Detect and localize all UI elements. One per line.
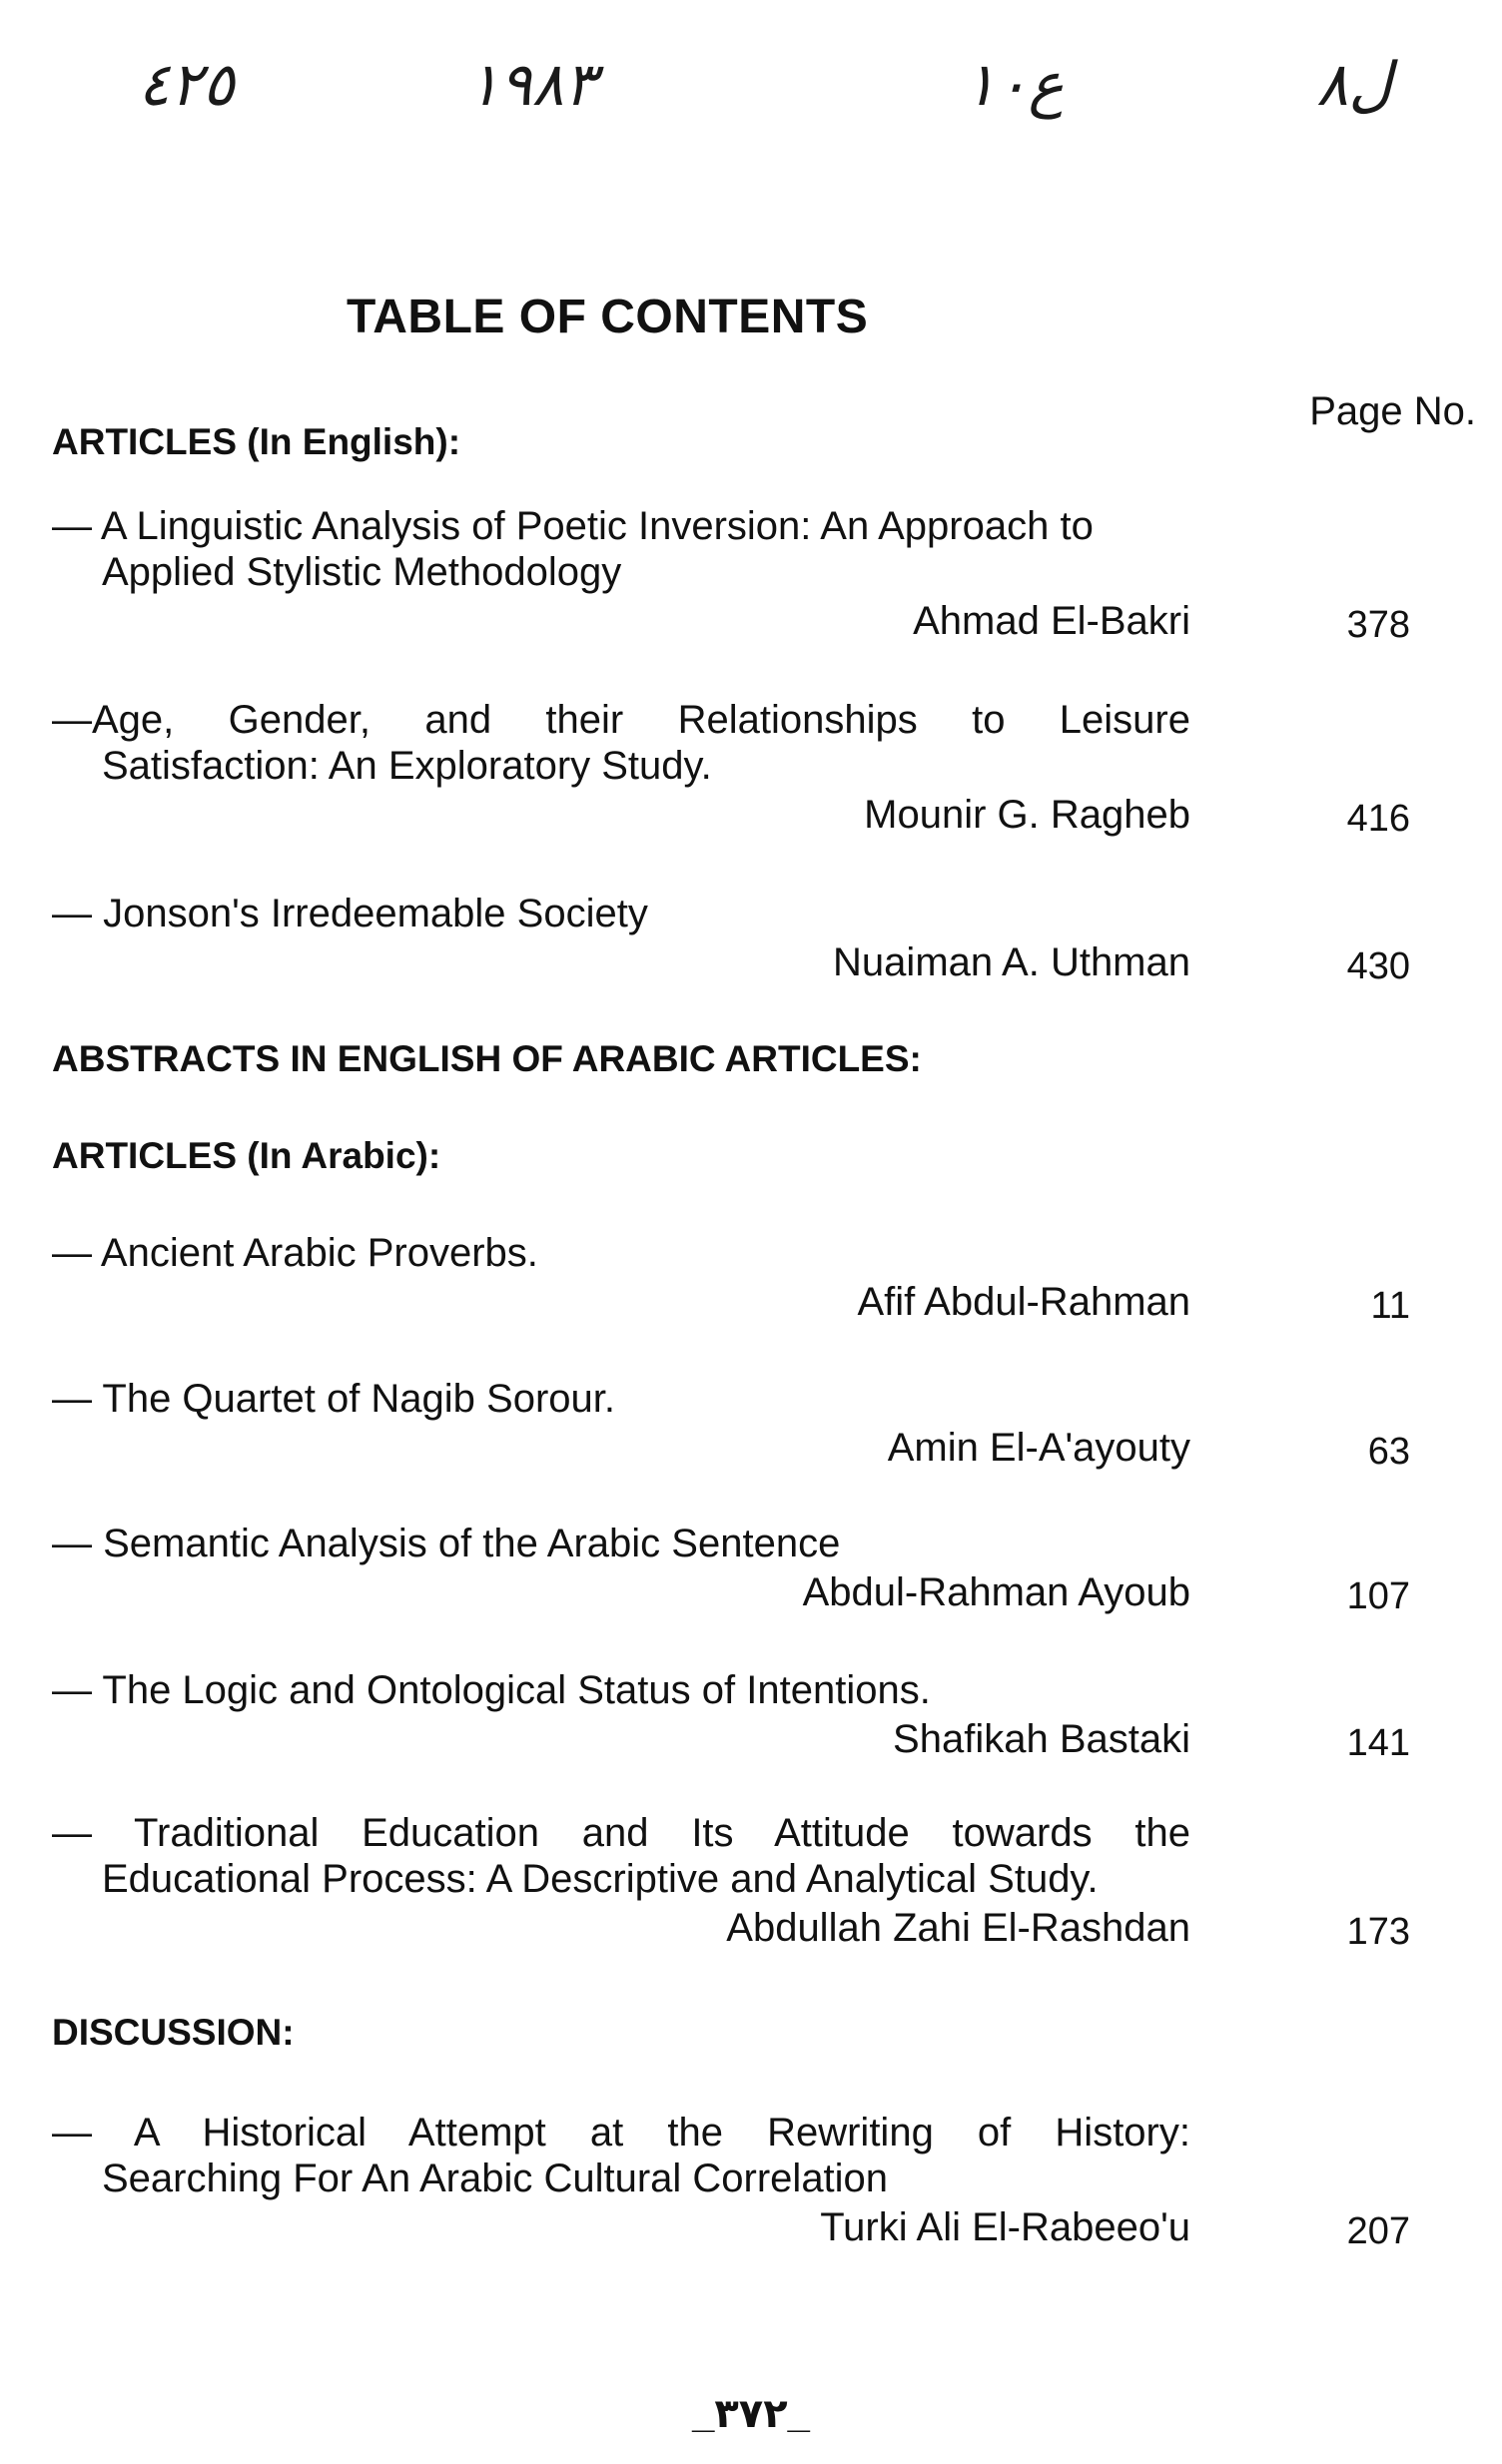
entry-author: Afif Abdul-Rahman <box>857 1280 1190 1324</box>
entry-author: Amin El-A'ayouty <box>887 1426 1190 1470</box>
entry-page-number: 430 <box>1346 945 1410 987</box>
toc-entry <box>52 2110 1410 2253</box>
handwritten-note-3: ع١٠ <box>964 50 1065 120</box>
entry-title-line: — Traditional Education and Its Attitude towards the <box>52 1811 1190 1855</box>
entry-title-line: — A Linguistic Analysis of Poetic Inversion: An Approach to <box>52 504 1094 548</box>
entry-author: Turki Ali El-Rabeeo'u <box>820 2205 1190 2249</box>
section-heading-articles-arabic: ARTICLES (In Arabic): <box>52 1135 441 1176</box>
entry-page-number: 141 <box>1346 1722 1410 1764</box>
entry-title-line: —Age, Gender, and their Relationships to Leisure <box>52 698 1190 742</box>
page-title: TABLE OF CONTENTS <box>347 291 869 343</box>
entry-page-number: 378 <box>1346 604 1410 646</box>
section-heading-discussion: DISCUSSION: <box>52 2012 295 2053</box>
toc-entry <box>52 1376 1410 1474</box>
toc-entry <box>52 1521 1410 1618</box>
toc-entry <box>52 891 1410 988</box>
entry-author: Ahmad El-Bakri <box>913 599 1190 643</box>
entry-author: Mounir G. Ragheb <box>864 793 1190 837</box>
toc-entry <box>52 503 1410 647</box>
handwritten-note-2: ١٩٨٣ <box>467 50 596 120</box>
entry-title-line: — A Historical Attempt at the Rewriting of History: <box>52 2111 1190 2155</box>
entry-page-number: 107 <box>1346 1575 1410 1617</box>
entry-title-line: — The Logic and Ontological Status of Intentions. <box>52 1668 931 1712</box>
entry-title-line: — Ancient Arabic Proverbs. <box>52 1231 538 1275</box>
entry-title-line: — Semantic Analysis of the Arabic Sentence <box>52 1522 841 1565</box>
entry-title-line: Educational Process: A Descriptive and Analytical Study. <box>102 1857 1099 1901</box>
entry-author: Abdullah Zahi El-Rashdan <box>726 1906 1190 1950</box>
entry-page-number: 11 <box>1370 1285 1410 1327</box>
handwritten-note-4: ل٨ <box>1316 50 1392 120</box>
entry-title-line: Satisfaction: An Exploratory Study. <box>102 744 712 788</box>
section-heading-articles-english: ARTICLES (In English): <box>52 421 461 462</box>
entry-page-number: 173 <box>1346 1911 1410 1953</box>
entry-author: Abdul-Rahman Ayoub <box>802 1570 1190 1614</box>
page-footer-number: _٣٧٢_ <box>692 2392 810 2436</box>
toc-entry <box>52 1230 1410 1328</box>
handwritten-note-1: ٤٢٥ <box>138 50 235 120</box>
entry-title-line: — Jonson's Irredeemable Society <box>52 892 648 935</box>
toc-entry <box>52 1667 1410 1765</box>
entry-title-line: Searching For An Arabic Cultural Correlation <box>102 2156 889 2200</box>
toc-entry <box>52 697 1410 841</box>
entry-title-line: — The Quartet of Nagib Sorour. <box>52 1377 616 1421</box>
section-heading-abstracts: ABSTRACTS IN ENGLISH OF ARABIC ARTICLES: <box>52 1038 922 1079</box>
entry-title-line: Applied Stylistic Methodology <box>102 550 622 594</box>
entry-page-number: 416 <box>1346 798 1410 840</box>
page-number-column-header: Page No. <box>1309 389 1476 433</box>
entry-page-number: 63 <box>1367 1431 1410 1473</box>
entry-page-number: 207 <box>1346 2210 1410 2252</box>
entry-author: Shafikah Bastaki <box>893 1717 1190 1761</box>
entry-author: Nuaiman A. Uthman <box>833 940 1190 984</box>
toc-entry <box>52 1810 1410 1954</box>
